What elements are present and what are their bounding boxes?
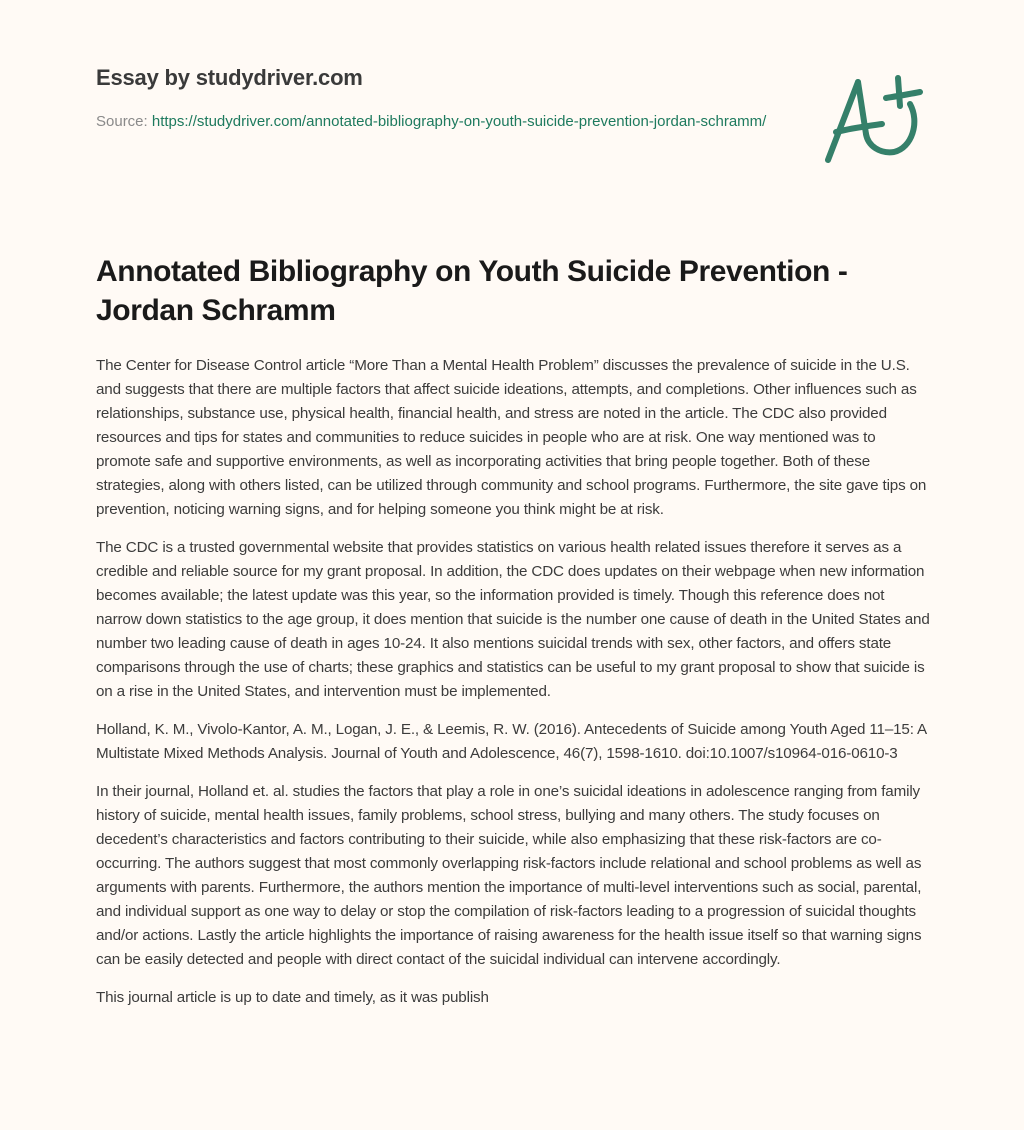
article-body [96,354,932,1024]
paragraph-holland-evaluation: This journal article is up to date and timely, as it was publish [96,989,489,1006]
source-label: Source: [96,113,152,130]
a-plus-grade-icon [818,68,930,168]
brand-title: Essay by studydriver.com [96,65,363,90]
paragraph-holland-summary: In their journal, Holland et. al. studies the factors that play a role in one’s suicidal ideations in adolescence ranging from family history of suicide, mental health issues, family problems, school stress, bullying and many others. The study focuses on decedent’s characteristics and factors contributing to their suicide, while also emphasizing that these risk-factors are co-occurring. The authors suggest that most commonly overlapping risk-factors include relational and school problems as well as arguments with parents. Furthermore, the authors mention the importance of multi-level interventions such as social, parental, and individual support as one way to delay or stop the compilation of risk-factors leading to a progression of suicidal thoughts and/or actions. Lastly the article highlights the importance of raising awareness for the health issue itself so that warning signs can be easily detected and people with direct contact of the suicidal individual can intervene accordingly. [96,783,922,968]
paragraph-cdc-summary: The Center for Disease Control article “More Than a Mental Health Problem” discusses the prevalence of suicide in the U.S. and suggests that there are multiple factors that affect suicide ideations, attempts, and completions. Other influences such as relationships, substance use, physical health, financial health, and stress are noted in the article. The CDC also provided resources and tips for states and communities to reduce suicides in people who are at risk. One way mentioned was to promote safe and supportive environments, as well as incorporating activities that bring people together. Both of these strategies, along with others listed, can be utilized through community and school programs. Furthermore, the site gave tips on prevention, noticing warning signs, and for helping someone you think might be at risk. [96,357,927,518]
citation-holland: Holland, K. M., Vivolo-Kantor, A. M., Logan, J. E., & Leemis, R. W. (2016). Antecedents of Suicide among Youth Aged 11–15: A Multistate Mixed Methods Analysis. Journal of Youth and Adolescence, 46(7), 1598-1610. doi:10.1007/s10964-016-0610-3 [96,721,927,762]
paragraph-cdc-evaluation: The CDC is a trusted governmental website that provides statistics on various health related issues therefore it serves as a credible and reliable source for my grant proposal. In addition, the CDC does updates on their webpage when new information becomes available; the latest update was this year, so the information provided is timely. Though this reference does not narrow down statistics to the age group, it does mention that suicide is the number one cause of death in the United States and number two leading cause of death in ages 10-24. It also mentions suicidal trends with sex, other factors, and offers state comparisons through the use of charts; these graphics and statistics can be useful to my grant proposal to show that suicide is on a rise in the United States, and intervention must be implemented. [96,539,930,700]
article-title: Annotated Bibliography on Youth Suicide Prevention - Jordan Schramm [96,255,848,327]
source-line [96,110,776,134]
page-header [96,62,776,134]
source-link[interactable]: https://studydriver.com/annotated-bibliography-on-youth-suicide-prevention-jordan-schramm/ [151,113,767,130]
